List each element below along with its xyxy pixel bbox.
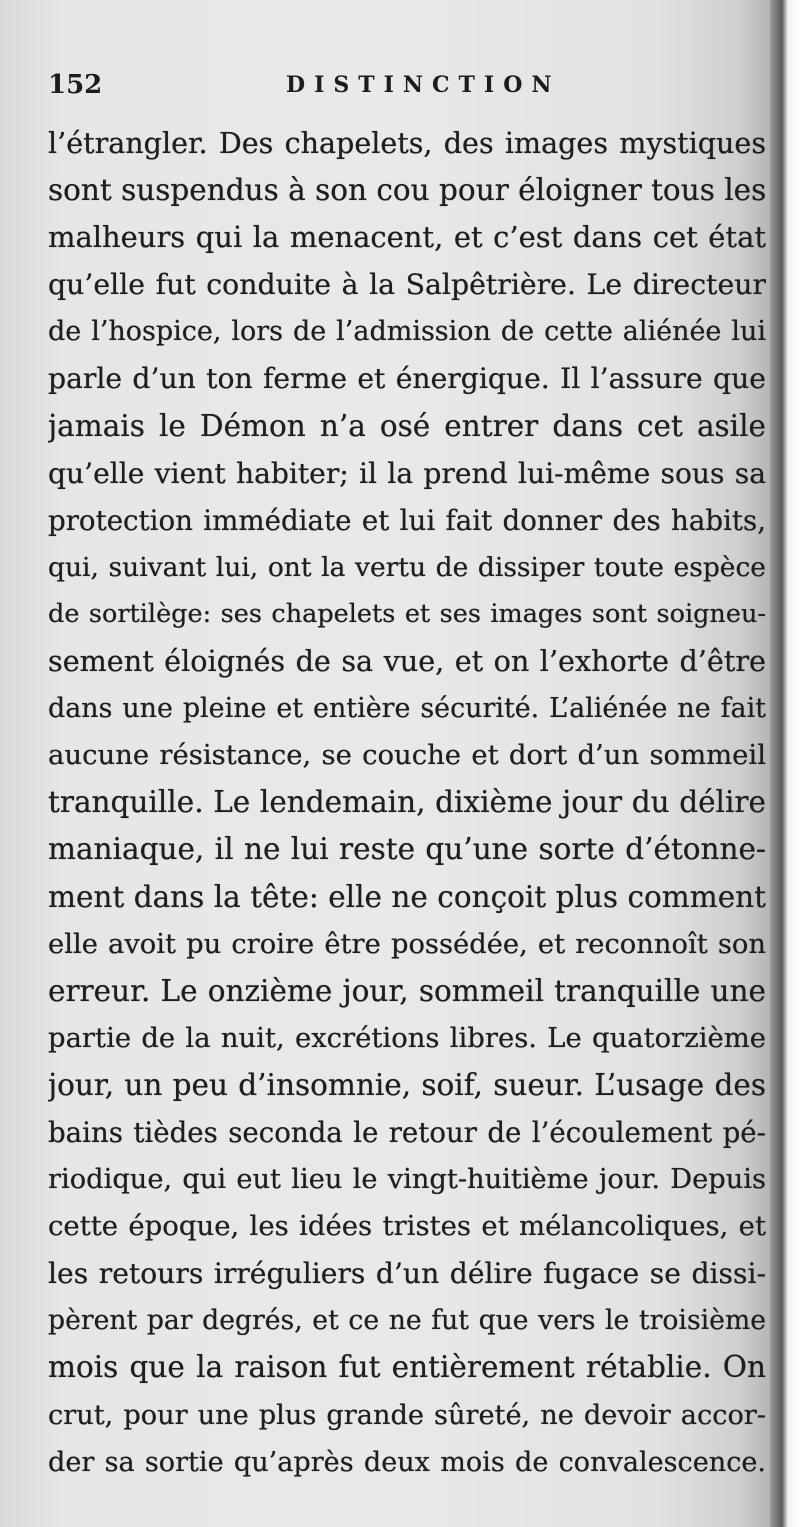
text-line: partie de la nuit, excrétions libres. Le quatorzième xyxy=(48,1022,766,1054)
page-number: 152 xyxy=(48,70,103,100)
text-line: jamais le Démon n’a osé entrer dans cet asile xyxy=(48,408,766,443)
text-line: aucune résistance, se couche et dort d’un sommeil xyxy=(48,739,766,772)
book-gutter xyxy=(770,0,800,1527)
body-text xyxy=(48,120,766,1486)
text-line: jour, un peu d’insomnie, soif, sueur. L’usage des xyxy=(48,1067,766,1102)
running-head: DISTINCTION xyxy=(286,72,561,98)
text-line: qui, suivant lui, ont la vertu de dissiper toute espèce xyxy=(48,551,766,583)
text-line: les retours irréguliers d’un délire fugace se dissi- xyxy=(48,1257,766,1291)
text-line: protection immédiate et lui fait donner des habits, xyxy=(48,503,766,537)
text-line: elle avoit pu croire être possédée, et reconnoît son xyxy=(48,928,766,960)
page-header xyxy=(48,64,768,108)
text-line: sont suspendus à son cou pour éloigner tous les xyxy=(48,173,766,208)
text-line: parle d’un ton ferme et énergique. Il l’assure que xyxy=(48,362,766,396)
text-line: maniaque, il ne lui reste qu’une sorte d’étonne- xyxy=(48,832,766,867)
text-line: cette époque, les idées tristes et mélancoliques, et xyxy=(48,1210,766,1243)
text-line: ment dans la tête: elle ne conçoit plus comment xyxy=(48,879,766,914)
text-line: sement éloignés de sa vue, et on l’exhorte d’être xyxy=(48,644,766,679)
text-line: der sa sortie qu’après deux mois de convalescence. xyxy=(48,1446,766,1478)
text-line: riodique, qui eut lieu le vingt-huitième jour. Depuis xyxy=(48,1164,766,1196)
text-line: qu’elle fut conduite à la Salpêtrière. Le directeur xyxy=(48,268,766,302)
text-line: tranquille. Le lendemain, dixième jour du délire xyxy=(48,785,766,820)
text-line: crut, pour une plus grande sûreté, ne devoir accor- xyxy=(48,1399,766,1431)
text-line: bains tièdes seconda le retour de l’écoulement pé- xyxy=(48,1115,766,1149)
text-line: mois que la raison fut entièrement rétablie. On xyxy=(48,1350,766,1385)
text-line: qu’elle vient habiter; il la prend lui-même sous sa xyxy=(48,456,766,490)
text-line: de l’hospice, lors de l’admission de cette aliénée lui xyxy=(48,316,766,348)
text-line: de sortilège: ses chapelets et ses images sont soigneu- xyxy=(48,598,766,629)
text-line: malheurs qui la menacent, et c’est dans cet état xyxy=(48,220,766,255)
text-line: pèrent par degrés, et ce ne fut que vers le troisième xyxy=(48,1305,766,1337)
text-line: erreur. Le onzième jour, sommeil tranquille une xyxy=(48,973,766,1008)
text-line: l’étrangler. Des chapelets, des images mystiques xyxy=(48,126,766,160)
text-line: dans une pleine et entière sécurité. L’aliénée ne fait xyxy=(48,693,766,725)
